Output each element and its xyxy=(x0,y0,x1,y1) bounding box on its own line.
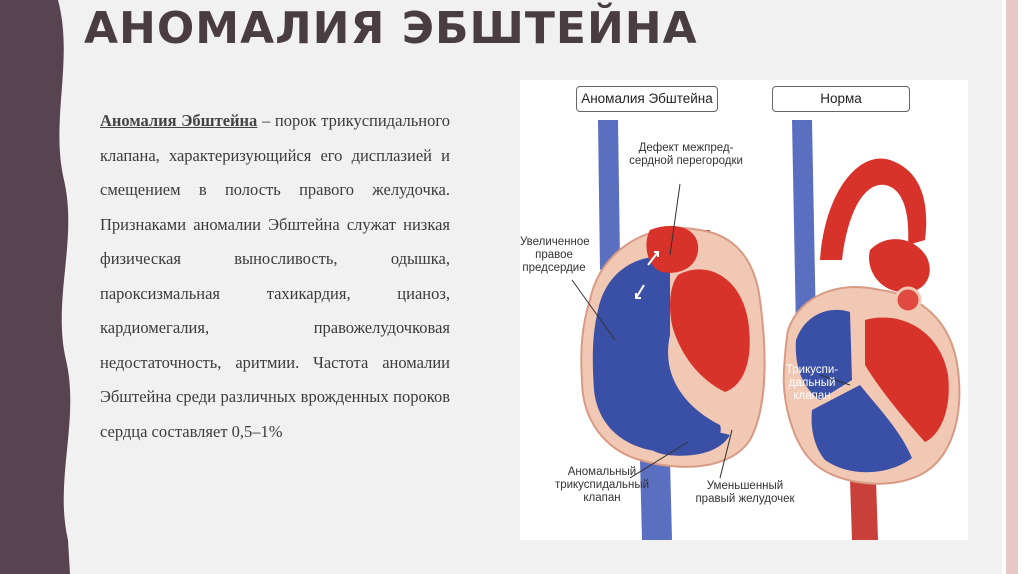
right-decorative-strip xyxy=(1002,0,1024,574)
pulmonary-artery xyxy=(869,239,930,292)
term-highlight: Аномалия Эбштейна xyxy=(100,111,258,130)
label-septal-defect: Дефект межпред- сердной перегородки xyxy=(629,142,743,167)
label-abnormal-valve: Аномальный трикуспидальный клапан xyxy=(554,466,650,504)
description-paragraph xyxy=(100,104,450,449)
description-text: – порок трикуспидального клапана, характеризующийся его дисплазией и смещением в полость правого желудочка. Признаками аномалии Эбштейна служат низкая физическая выносливость, одышка, пароксизмальная тахикардия, цианоз, кардиомегалия, правожелудочковая недостаточность, аритмии. Частота аномалии Эбштейна среди различных врожденных пороков сердца составляет 0,5–1% xyxy=(100,111,450,441)
tag-anomaly: Аномалия Эбштейна xyxy=(576,86,718,112)
vena-cava-left xyxy=(598,120,620,270)
left-decorative-band xyxy=(0,0,80,574)
aortic-valve-ring xyxy=(896,288,920,312)
label-enlarged-atrium: Увеличенное правое предсердие xyxy=(520,236,590,274)
left-atrium-left xyxy=(646,226,698,273)
tag-normal: Норма xyxy=(772,86,910,112)
page-title: АНОМАЛИЯ ЭБШТЕЙНА xyxy=(84,3,698,54)
label-small-ventricle: Уменьшенный правый желудочек xyxy=(695,480,795,505)
heart-illustration xyxy=(520,80,968,540)
lower-vein-right xyxy=(850,480,878,540)
label-tricuspid-valve: Трикуспи- дальный клапан xyxy=(785,364,839,402)
